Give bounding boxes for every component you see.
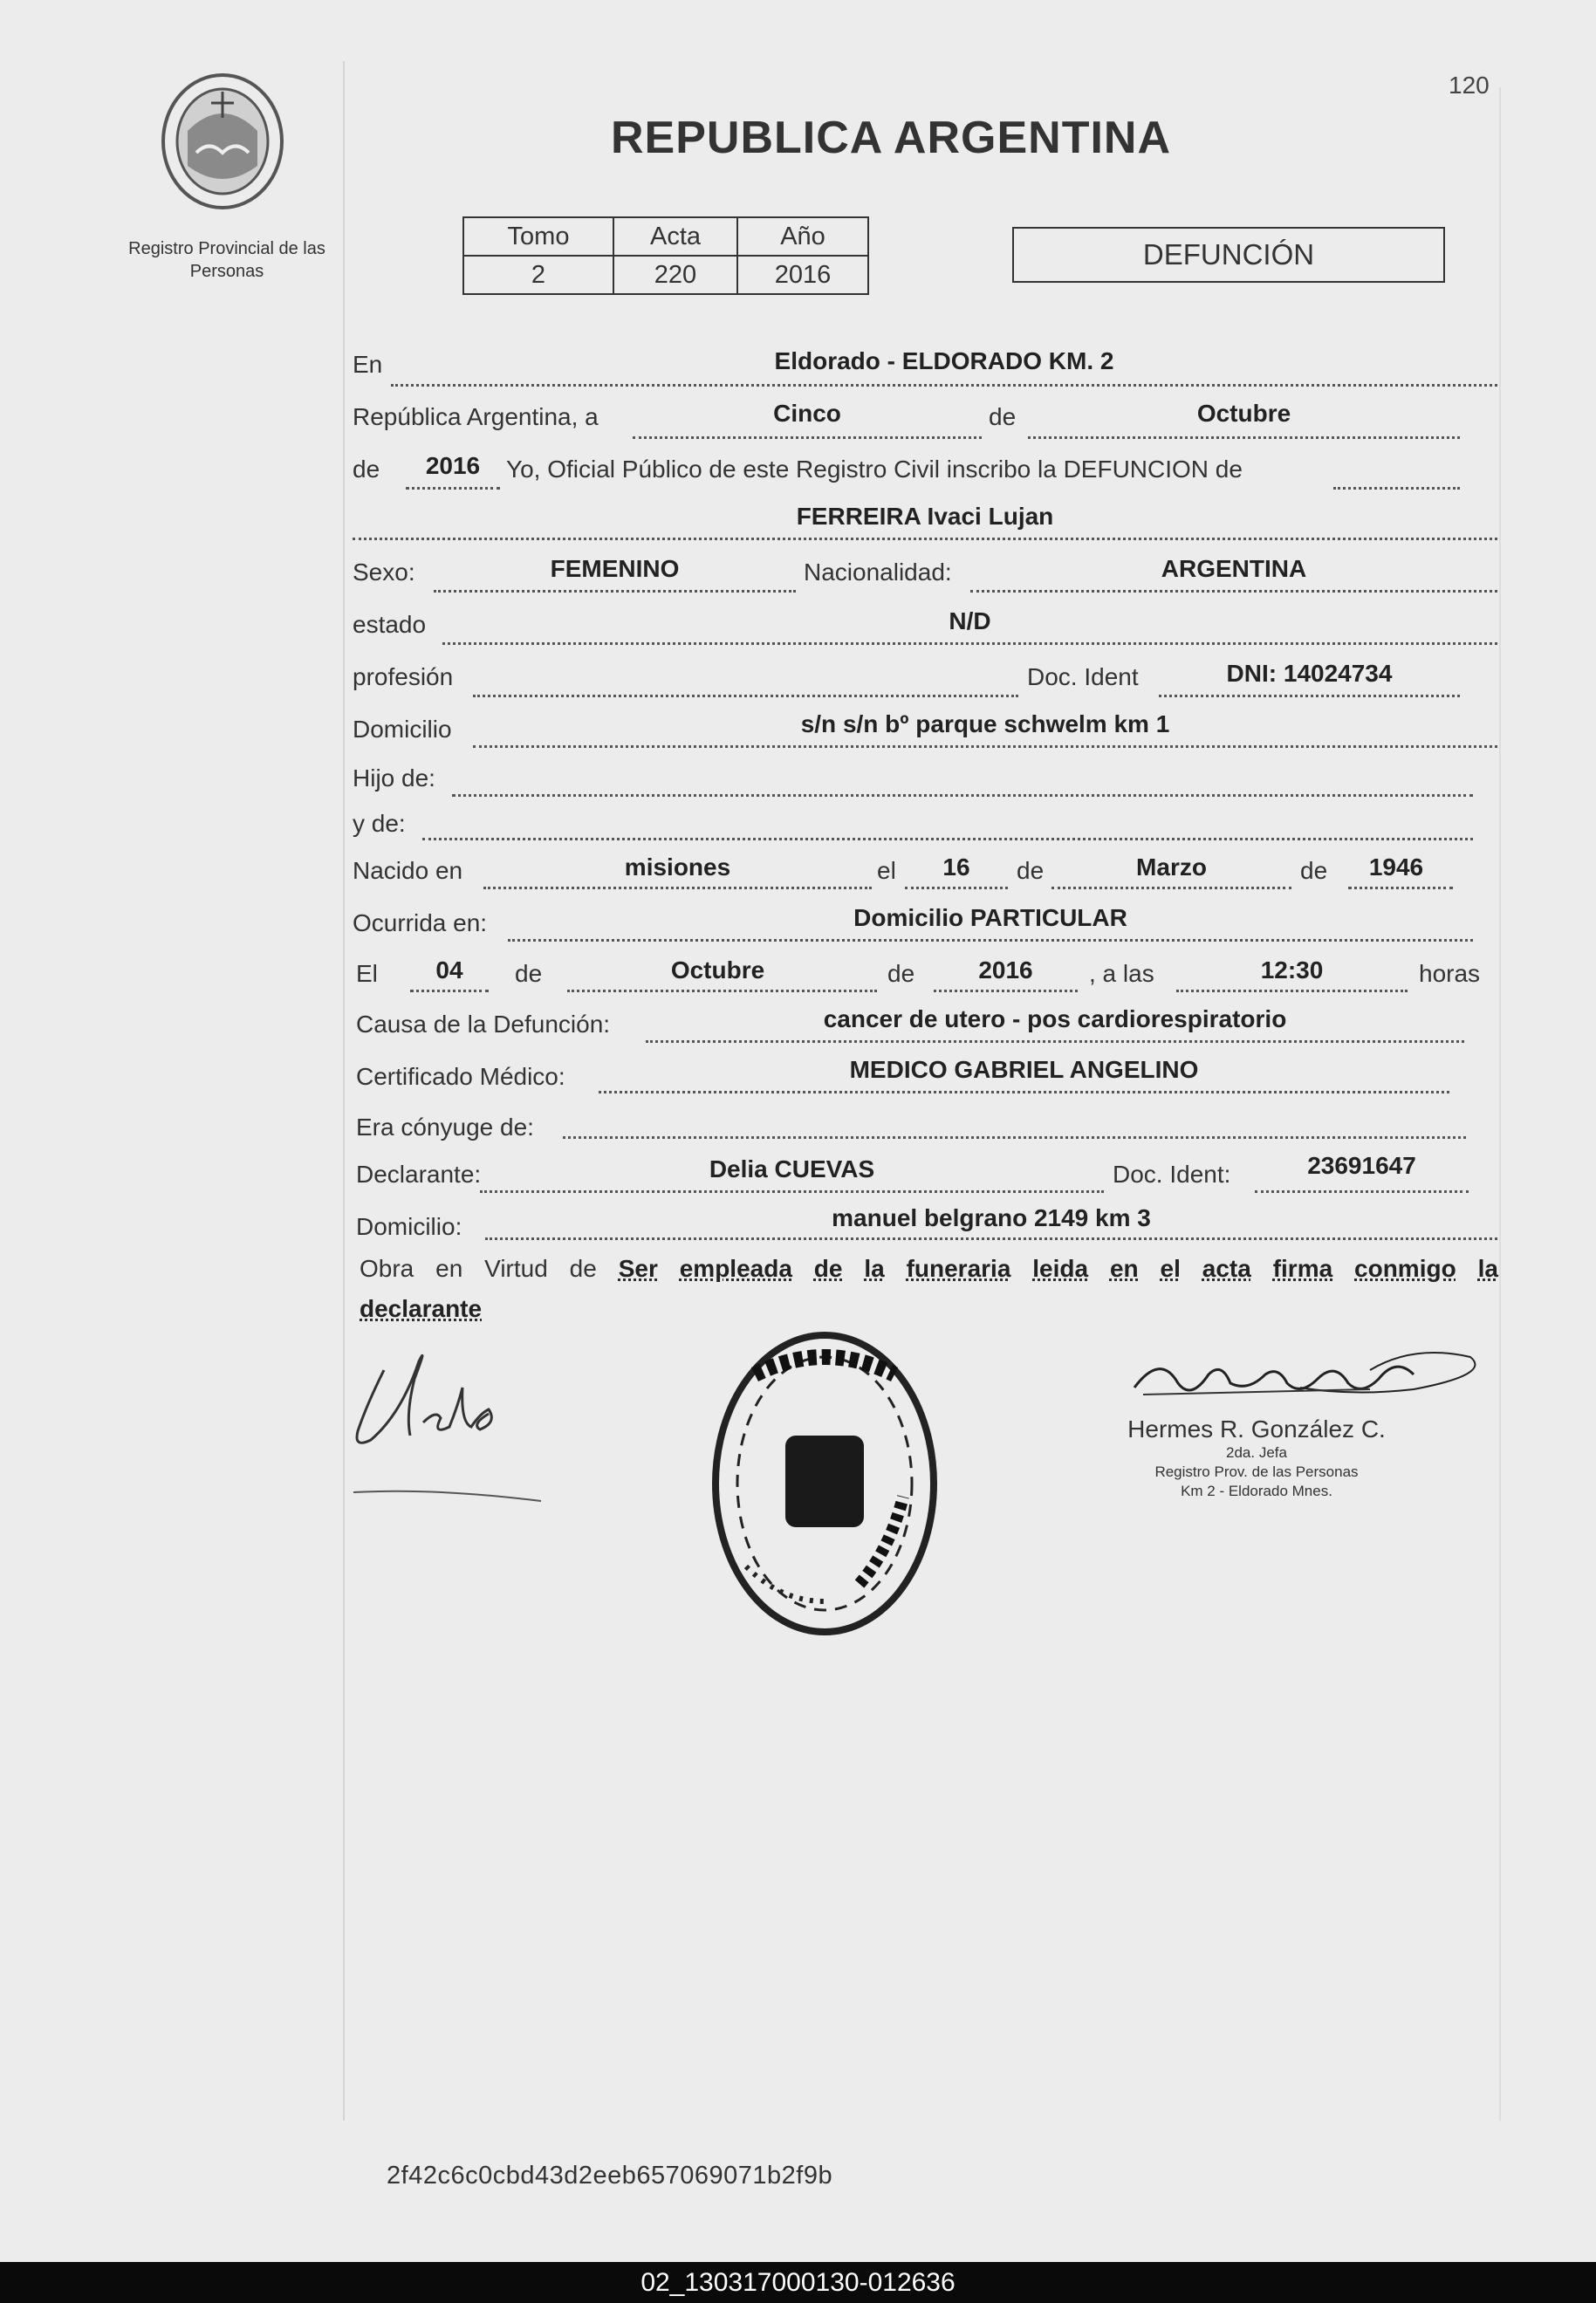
- death-time-value: 12:30: [1260, 956, 1324, 984]
- obra-value-word: Ser: [618, 1255, 658, 1282]
- label-sexo: Sexo:: [353, 559, 415, 586]
- declarant-address-value: manuel belgrano 2149 km 3: [832, 1204, 1151, 1231]
- label-republica: República Argentina, a: [353, 403, 599, 430]
- dotted-line: [646, 1040, 1464, 1043]
- dotted-line: [406, 487, 500, 490]
- dotted-line: [410, 990, 489, 992]
- death-month-value: Octubre: [670, 956, 765, 984]
- acta-header: Acta: [613, 217, 737, 256]
- label-doc-ident: Doc. Ident: [1027, 663, 1139, 690]
- label-certificado: Certificado Médico:: [356, 1063, 565, 1090]
- registry-name: Registro Provincial de las Personas: [128, 239, 325, 281]
- obra-value-word: la: [864, 1255, 885, 1282]
- label-doc-ident: Doc. Ident:: [1113, 1161, 1231, 1188]
- label-de: de: [1017, 857, 1045, 884]
- label-a-las: , a las: [1089, 960, 1154, 987]
- label-de: de: [1300, 857, 1328, 884]
- label-ocurrida: Ocurrida en:: [353, 909, 488, 936]
- address-value: s/n s/n bº parque schwelm km 1: [800, 710, 1170, 737]
- obra-word: de: [569, 1255, 597, 1282]
- civil-status-value: N/D: [949, 607, 991, 634]
- margin-line: [1499, 87, 1501, 2121]
- dotted-line: [970, 590, 1497, 593]
- sex-value: FEMENINO: [550, 555, 680, 582]
- official-signature: [1126, 1335, 1483, 1414]
- dotted-line: [442, 642, 1497, 645]
- birth-day-value: 16: [942, 853, 970, 881]
- label-nacionalidad: Nacionalidad:: [804, 559, 952, 586]
- dotted-line: [1176, 990, 1408, 992]
- label-nacido-en: Nacido en: [353, 857, 463, 884]
- margin-line: [343, 61, 345, 2121]
- birthplace-value: misiones: [624, 853, 731, 881]
- dotted-line: [1255, 1190, 1469, 1193]
- obra-value-word: la: [1477, 1255, 1498, 1282]
- signer-office: Registro Prov. de las Personas: [1154, 1463, 1359, 1480]
- obra-value-word: empleada: [679, 1255, 792, 1282]
- obra-word: en: [435, 1255, 463, 1282]
- label-de: de: [515, 960, 543, 987]
- dotted-line: [1333, 487, 1460, 490]
- birth-year-value: 1946: [1368, 853, 1424, 881]
- official-stamp: [702, 1322, 947, 1645]
- label-profesion: profesión: [353, 663, 454, 690]
- death-day-value: 04: [435, 956, 463, 984]
- obra-line: [360, 1255, 1498, 1283]
- signer-title: 2da. Jefa: [1226, 1444, 1287, 1461]
- acta-value: 220: [613, 256, 737, 294]
- record-type: DEFUNCIÓN: [1012, 227, 1445, 283]
- dotted-line: [599, 1091, 1449, 1093]
- month-value: Octubre: [1196, 400, 1291, 427]
- document-hash: 2f42c6c0cbd43d2eeb657069071b2f9b: [387, 2162, 833, 2190]
- declarant-doc-value: 23691647: [1307, 1152, 1416, 1179]
- record-table: [462, 216, 869, 295]
- label-de: de: [353, 456, 380, 483]
- dotted-line: [483, 887, 872, 889]
- dotted-line: [422, 838, 1473, 840]
- label-horas: horas: [1419, 960, 1481, 987]
- dotted-line: [1159, 695, 1460, 697]
- dotted-line: [1051, 887, 1291, 889]
- obra-word: Virtud: [484, 1255, 548, 1282]
- cause-value: cancer de utero - pos cardiorespiratorio: [823, 1005, 1287, 1032]
- label-causa: Causa de la Defunción:: [356, 1011, 611, 1038]
- obra-value-word: firma: [1272, 1255, 1333, 1282]
- label-el: el: [877, 857, 896, 884]
- official-signer-block: [1126, 1415, 1387, 1501]
- obra-value-end: declarante: [360, 1295, 483, 1322]
- label-de: de: [887, 960, 915, 987]
- provincial-seal: [157, 70, 288, 214]
- dotted-line: [473, 695, 1018, 697]
- occurred-value: Domicilio PARTICULAR: [853, 904, 1127, 931]
- dotted-line: [434, 590, 796, 593]
- document-value: DNI: 14024734: [1226, 660, 1393, 687]
- label-domicilio: Domicilio: [353, 716, 452, 743]
- dotted-line: [905, 887, 1008, 889]
- signer-name: Hermes R. González C.: [1127, 1415, 1386, 1443]
- document-id-bar: 02_130317000130-012636: [0, 2262, 1596, 2303]
- label-en: En: [353, 351, 383, 378]
- page-number: 120: [1449, 72, 1490, 99]
- dotted-line: [563, 1136, 1466, 1139]
- anio-header: Año: [737, 217, 868, 256]
- page-title: REPUBLICA ARGENTINA: [611, 113, 1172, 163]
- tomo-header: Tomo: [463, 217, 613, 256]
- label-el: El: [356, 960, 378, 987]
- dotted-line: [353, 538, 1497, 540]
- dotted-line: [452, 794, 1473, 797]
- label-declarante: Declarante:: [356, 1161, 482, 1188]
- nationality-value: ARGENTINA: [1161, 555, 1307, 582]
- obra-value-word: de: [813, 1255, 843, 1282]
- dotted-line: [391, 384, 1497, 387]
- label-hijo-de: Hijo de:: [353, 764, 435, 792]
- dotted-line: [485, 1237, 1497, 1240]
- declarant-value: Delia CUEVAS: [709, 1155, 875, 1182]
- label-de: de: [989, 403, 1017, 430]
- dotted-line: [633, 436, 982, 439]
- label-y-de: y de:: [353, 810, 406, 837]
- obra-word: Obra: [360, 1255, 414, 1282]
- day-text-value: Cinco: [773, 400, 841, 427]
- birth-month-value: Marzo: [1136, 853, 1207, 881]
- signer-place: Km 2 - Eldorado Mnes.: [1181, 1483, 1332, 1499]
- deceased-name: FERREIRA Ivaci Lujan: [796, 503, 1054, 530]
- obra-value-word: el: [1160, 1255, 1181, 1282]
- dotted-line: [480, 1190, 1104, 1193]
- dotted-line: [508, 939, 1473, 942]
- certificate-value: MEDICO GABRIEL ANGELINO: [849, 1056, 1199, 1083]
- obra-value-word: conmigo: [1354, 1255, 1456, 1282]
- obra-value-word: funeraria: [906, 1255, 1011, 1282]
- dotted-line: [934, 990, 1078, 992]
- label-conyuge: Era cónyuge de:: [356, 1114, 534, 1141]
- dotted-line: [473, 745, 1497, 748]
- obra-value-word: leida: [1032, 1255, 1089, 1282]
- label-domicilio: Domicilio:: [356, 1213, 462, 1240]
- tomo-value: 2: [463, 256, 613, 294]
- label-estado: estado: [353, 611, 427, 638]
- label-oficial: Yo, Oficial Público de este Registro Civil inscribo la DEFUNCION de: [506, 456, 1243, 483]
- anio-value: 2016: [737, 256, 868, 294]
- dotted-line: [567, 990, 877, 992]
- declarant-signature: [349, 1326, 558, 1510]
- dotted-line: [1028, 436, 1460, 439]
- year-value: 2016: [425, 452, 481, 479]
- obra-value-word: en: [1109, 1255, 1139, 1282]
- death-year-value: 2016: [978, 956, 1033, 984]
- dotted-line: [1348, 887, 1453, 889]
- place-value: Eldorado - ELDORADO KM. 2: [774, 347, 1114, 374]
- obra-value-word: acta: [1202, 1255, 1251, 1282]
